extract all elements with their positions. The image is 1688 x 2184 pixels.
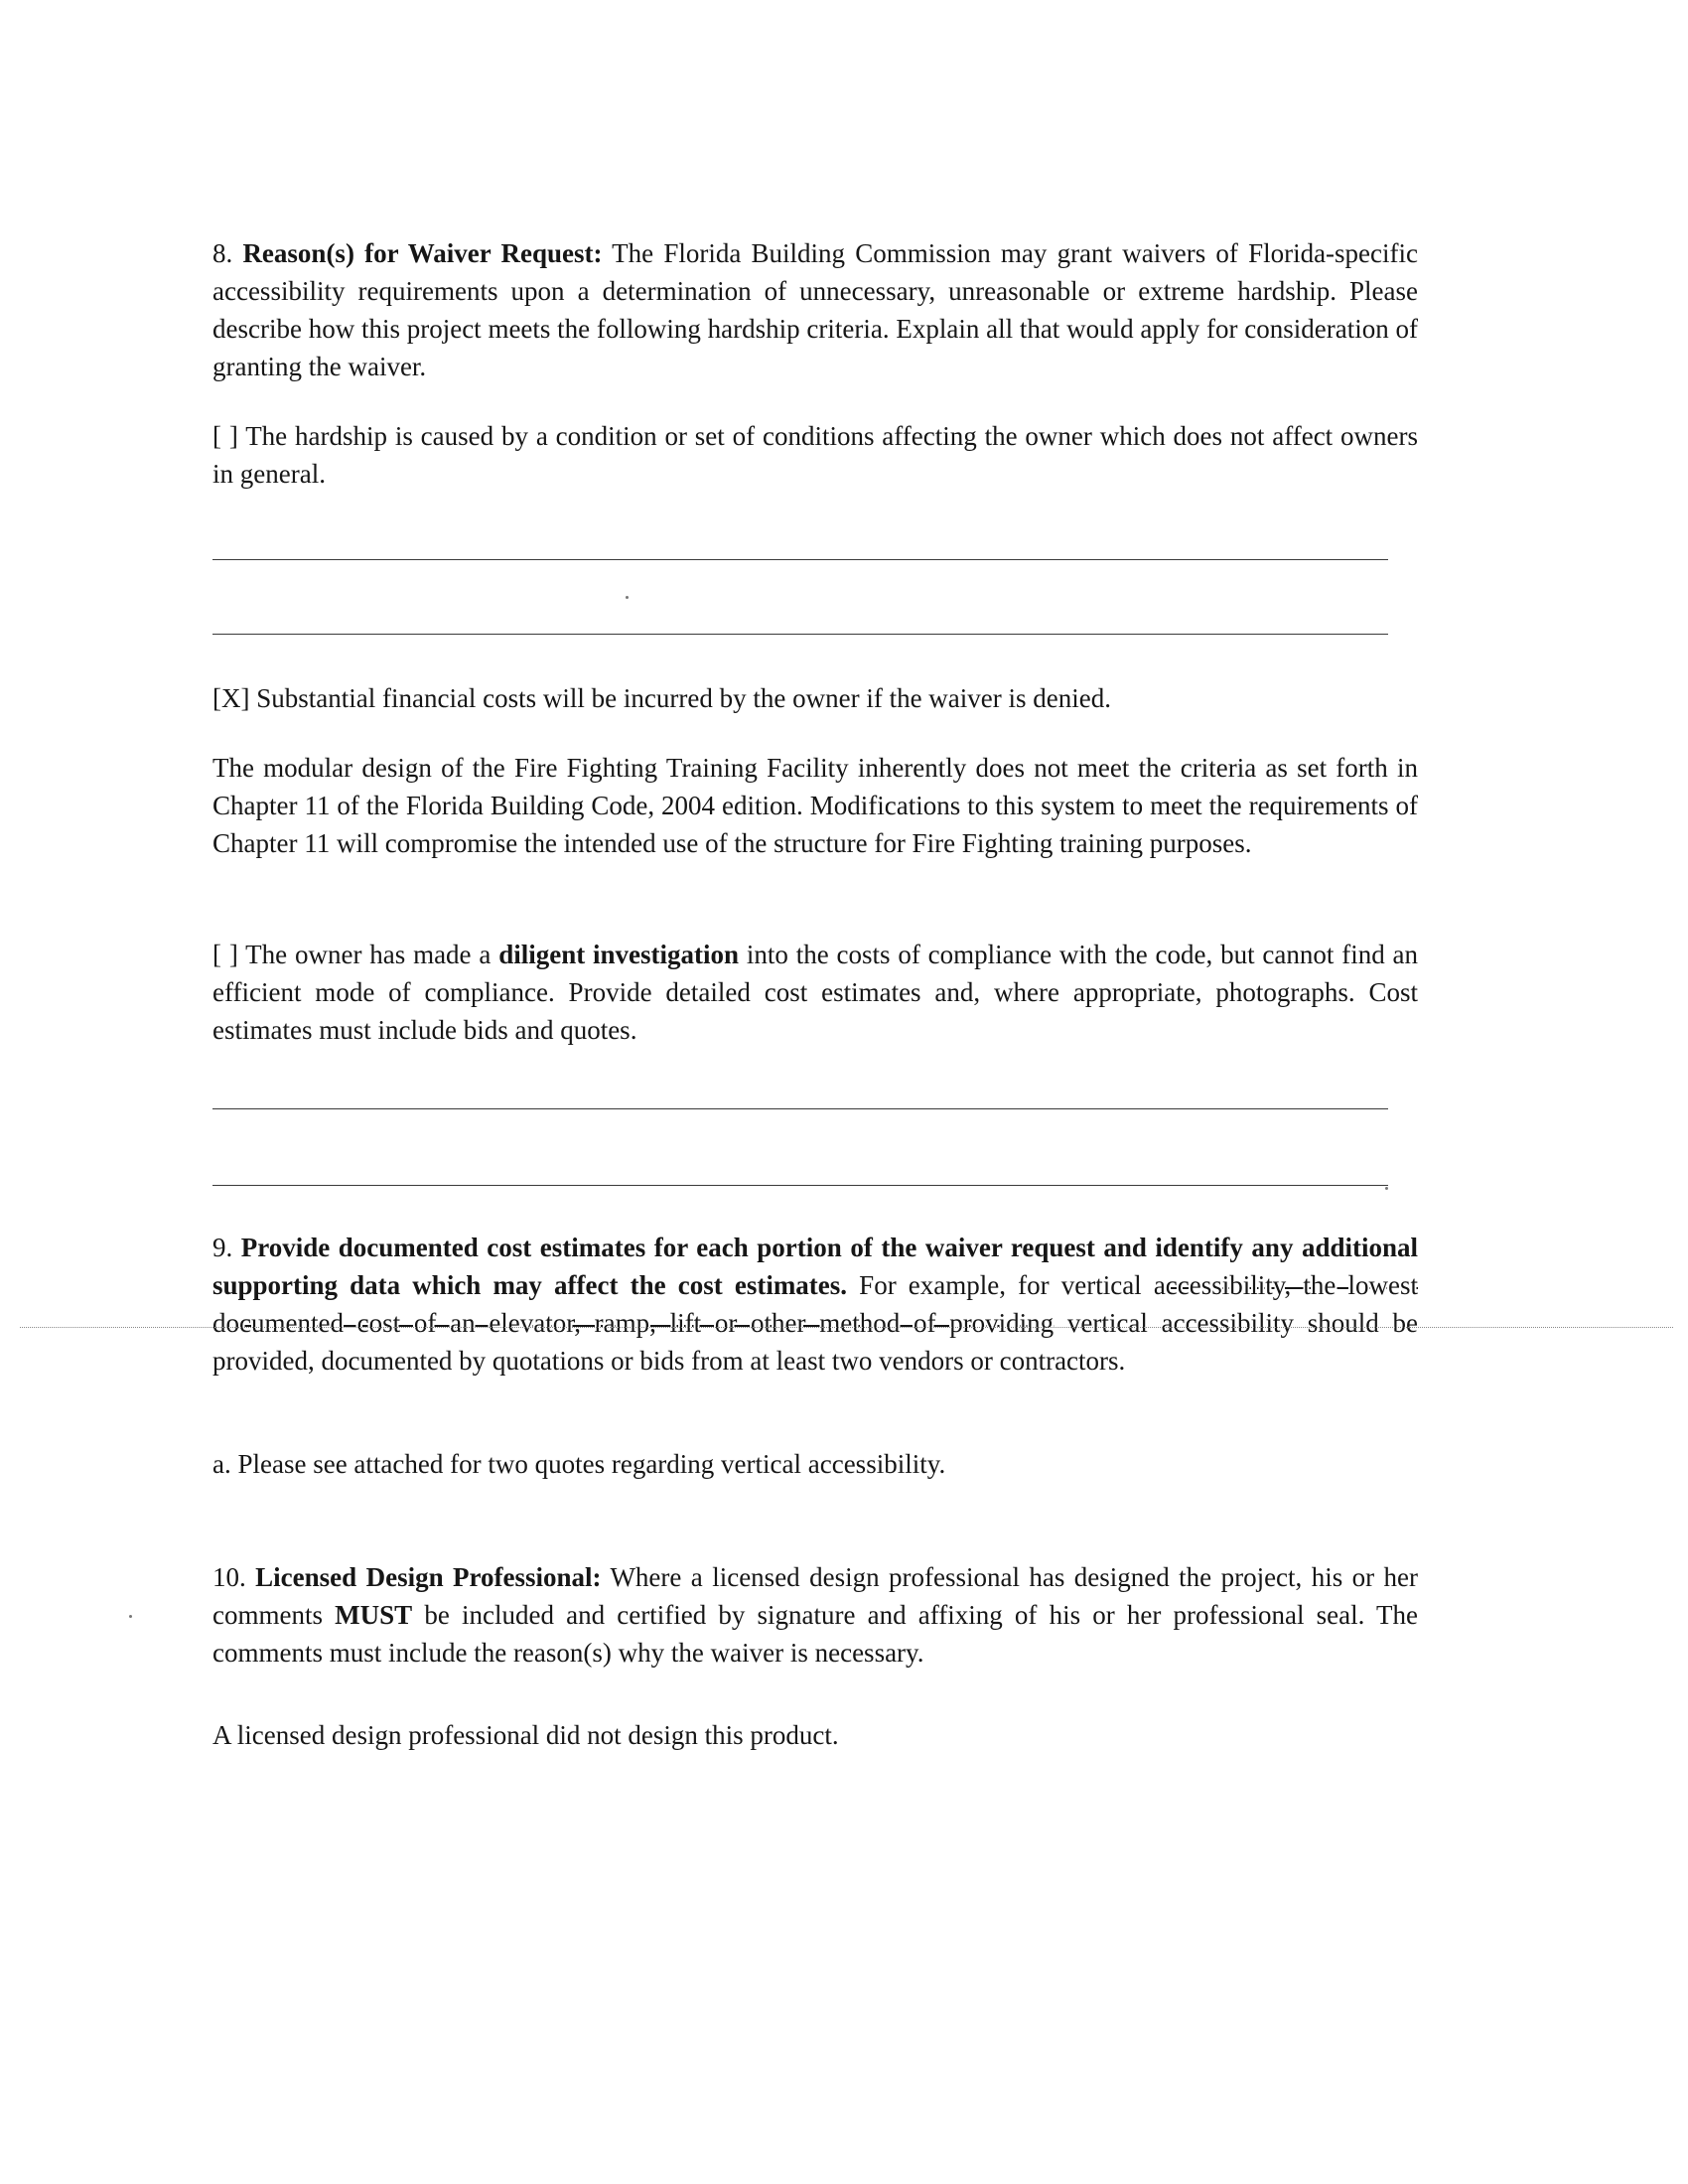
criterion-3 bbox=[212, 936, 1418, 1049]
section-10-bold-word: MUST bbox=[335, 1600, 413, 1630]
criterion-2-checkbox: [X] bbox=[212, 683, 250, 713]
criterion-1 bbox=[212, 417, 1418, 493]
section-9-text-after: vertical accessibility should be provided, documented by quotations or bids from at least two vendors or contractors. bbox=[212, 1308, 1418, 1376]
section-9-text-before: For example, for vertical bbox=[859, 1270, 1142, 1300]
section-9-struck-text: accessibility, the lowest documented cost of an elevator, ramp, lift or other method of providing bbox=[212, 1270, 1418, 1338]
scan-speck bbox=[1385, 1187, 1388, 1190]
section-10-number: 10. bbox=[212, 1562, 246, 1592]
scan-artifact-line bbox=[20, 1327, 1673, 1328]
criterion-3-text-after: into the costs of compliance with the code, but cannot find an efficient mode of compliance. Provide detailed cost estimates and, where appropriate, photographs. Cost estimates must include bids and quotes. bbox=[212, 940, 1419, 1045]
criterion-3-bold: diligent investigation bbox=[498, 940, 740, 969]
section-10-text-before: Where a licensed design professional has designed the project, his or her comments bbox=[212, 1562, 1419, 1630]
answer-line-2 bbox=[212, 634, 1388, 635]
criterion-1-checkbox: [ ] bbox=[212, 421, 238, 451]
section-10-heading: Licensed Design Professional: bbox=[255, 1562, 602, 1592]
section-10-response: A licensed design professional did not design this product. bbox=[212, 1720, 839, 1750]
criterion-1-text: The hardship is caused by a condition or set of conditions affecting the owner which does not affect owners in general. bbox=[212, 421, 1419, 489]
answer-line-1 bbox=[212, 559, 1388, 560]
section-8-number: 8. bbox=[212, 238, 233, 268]
section-10 bbox=[212, 1558, 1418, 1672]
section-8-intro-text: The Florida Building Commission may grant waivers of Florida-specific accessibility requirements upon a determination of unnecessary, unreasonable or extreme hardship. Please describe how this project meets the following hardship criteria. Explain all that would apply for consideration of granting the waiver. bbox=[212, 238, 1419, 381]
section-9 bbox=[212, 1229, 1418, 1380]
criterion-3-checkbox: [ ] bbox=[212, 940, 238, 969]
section-8-intro bbox=[212, 234, 1418, 385]
criterion-3-text-before: The owner has made a bbox=[245, 940, 492, 969]
criterion-2-text: Substantial financial costs will be incurred by the owner if the waiver is denied. bbox=[256, 683, 1111, 713]
section-9-number: 9. bbox=[212, 1233, 233, 1262]
section-9-bold-text: Provide documented cost estimates for each portion of the waiver request and identify any additional supporting data which may affect the cost estimates. bbox=[212, 1233, 1419, 1300]
scan-speck bbox=[626, 596, 629, 599]
section-8-heading: Reason(s) for Waiver Request: bbox=[242, 238, 603, 268]
scan-speck bbox=[129, 1615, 132, 1618]
section-10-text-after: be included and certified by signature and affixing of his or her professional seal. The comments must include the reason(s) why the waiver is necessary. bbox=[212, 1600, 1419, 1668]
answer-line-3 bbox=[212, 1108, 1388, 1109]
criterion-2 bbox=[212, 679, 1418, 717]
answer-line-4 bbox=[212, 1185, 1388, 1186]
criterion-2-response: The modular design of the Fire Fighting Training Facility inherently does not meet the criteria as set forth in Chapter 11 of the Florida Building Code, 2004 edition. Modifications to this system to meet the requirements of Chapter 11 will compromise the intended use of the structure for Fire Fighting training purposes. bbox=[212, 753, 1418, 858]
section-9-response: a. Please see attached for two quotes regarding vertical accessibility. bbox=[212, 1449, 946, 1479]
